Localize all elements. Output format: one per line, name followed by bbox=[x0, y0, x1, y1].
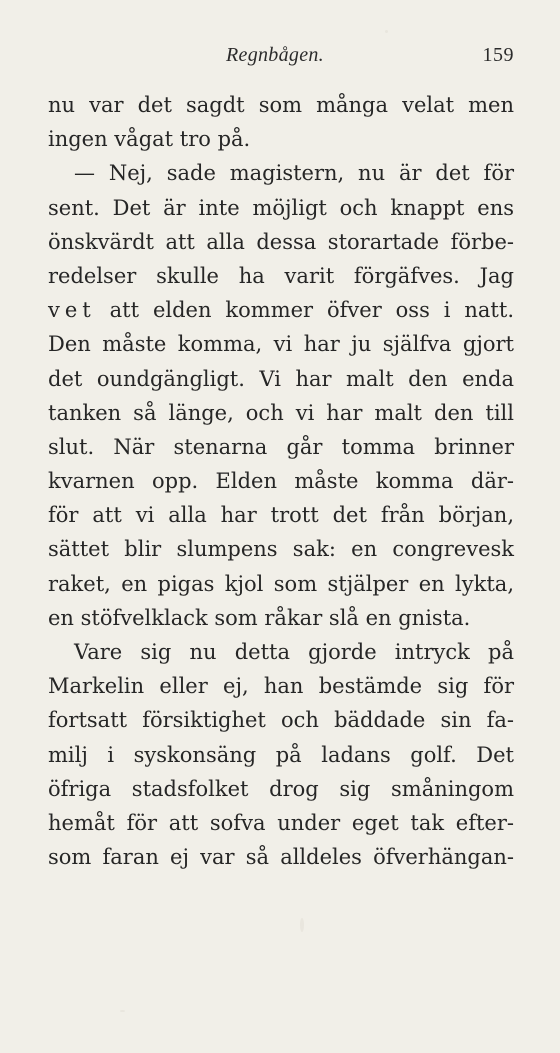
text-line: slut. När stenarna går tomma brinner bbox=[48, 434, 514, 459]
text-line: raket, en pigas kjol som stjälper en lykta, bbox=[48, 571, 514, 596]
text-line: kvarnen opp. Elden måste komma där- bbox=[48, 469, 514, 494]
text-line: sättet blir slumpens sak: en congrevesk bbox=[48, 537, 514, 562]
text-line: för att vi alla har trott det från början, bbox=[48, 503, 514, 528]
text-line: önskvärdt att alla dessa storartade förbe- bbox=[48, 229, 514, 254]
text-line-rest: att elden kommer öfver oss i natt. bbox=[95, 298, 514, 323]
paper-speck bbox=[300, 918, 304, 932]
text-line: öfriga stadsfolket drog sig småningom bbox=[48, 776, 514, 801]
text-line: tanken så länge, och vi har malt den till bbox=[48, 400, 514, 425]
text-line: fortsatt försiktighet och bäddade sin fa- bbox=[48, 708, 514, 733]
body-text bbox=[48, 88, 514, 874]
paper-speck bbox=[120, 1010, 125, 1012]
text-line: redelser skulle ha varit förgäfves. Jag bbox=[48, 263, 514, 288]
text-line: som faran ej var så alldeles öfverhängan- bbox=[48, 845, 514, 870]
page-header bbox=[48, 44, 514, 72]
running-title: Regnbågen. bbox=[226, 44, 324, 66]
text-line: en stöfvelklack som råkar slå en gnista. bbox=[48, 605, 471, 630]
text-line: hemåt för att sofva under eget tak efter- bbox=[48, 810, 514, 835]
text-line: sent. Det är inte möjligt och knappt ens bbox=[48, 195, 514, 220]
text-line-emphasis bbox=[48, 293, 514, 327]
paper-speck bbox=[385, 30, 388, 33]
text-line: det oundgängligt. Vi har malt den enda bbox=[48, 366, 514, 391]
text-line: milj i syskonsäng på ladans golf. Det bbox=[48, 742, 514, 767]
text-line: Markelin eller ej, han bestämde sig för bbox=[48, 674, 514, 699]
spaced-word: vet bbox=[48, 298, 96, 323]
text-line: nu var det sagdt som många velat men bbox=[48, 93, 514, 117]
text-line: — Nej, sade magistern, nu är det för bbox=[74, 161, 514, 186]
text-line: Vare sig nu detta gjorde intryck på bbox=[74, 640, 514, 664]
page-number: 159 bbox=[482, 44, 514, 66]
text-line: Den måste komma, vi har ju själfva gjort bbox=[48, 332, 514, 357]
text-line: ingen vågat tro på. bbox=[48, 127, 251, 152]
